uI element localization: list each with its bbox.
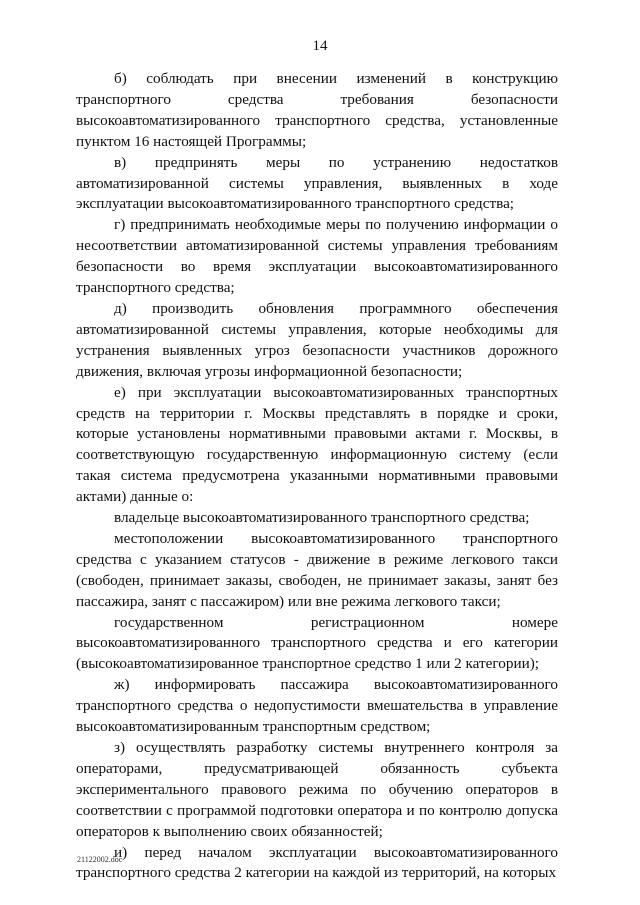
paragraph-i: и) перед началом эксплуатации высокоавтоматизированного транспортного средства 2 категории на каждой из территорий, на которых — [76, 843, 558, 882]
paragraph-v: в) предпринять меры по устранению недостатков автоматизированной системы управления, выявленных в ходе эксплуатации высокоавтоматизированного транспортного средства; — [76, 153, 558, 213]
footer-filename: 21122002.doc — [77, 855, 123, 864]
document-body — [76, 69, 558, 884]
paragraph-d: д) производить обновления программного обеспечения автоматизированной системы управления, которые необходимы для устранения выявленных угроз безопасности участников дорожного движения, включая угрозы информационной безопасности; — [76, 299, 558, 380]
paragraph-zh: ж) информировать пассажира высокоавтоматизированного транспортного средства о недопустимости вмешательства в управление высокоавтоматизированным транспортным средством; — [76, 676, 558, 736]
paragraph-b: б) соблюдать при внесении изменений в конструкцию транспортного средства требования безопасности высокоавтоматизированного транспортного средства, установленные пунктом 16 настоящей Программы; — [76, 70, 558, 150]
paragraph-e: е) при эксплуатации высокоавтоматизированных транспортных средств на территории г. Москвы представлять в порядке и сроки, которые установлены нормативными правовыми актами г. Москвы, в соответствующую государственную информационную систему (если такая система предусмотрена указанными нормативными правовыми актами) данные о: — [76, 383, 558, 506]
paragraph-owner: владельце высокоавтоматизированного транспортного средства; — [114, 509, 530, 527]
paragraph-registration: государственном регистрационном номере высокоавтоматизированного транспортного средства и его категории (высокоавтоматизированное транспортное средство 1 или 2 категории); — [76, 613, 558, 673]
paragraph-g: г) предпринимать необходимые меры по получению информации о несоответствии автоматизированной системы управления требованиям безопасности во время эксплуатации высокоавтоматизированного транспортного средства; — [76, 216, 558, 297]
page-number: 14 — [312, 38, 328, 54]
paragraph-z: з) осуществлять разработку системы внутреннего контроля за операторами, предусматривающей обязанность субъекта экспериментального правового режима по обучению операторов в соответствии с программой подготовки оператора и по контролю допуска операторов к выполнению своих обязанностей; — [76, 739, 558, 840]
paragraph-location: местоположении высокоавтоматизированного транспортного средства с указанием статусов - движение в режиме легкового такси (свободен, принимает заказы, свободен, не принимает заказы, занят без пассажира, занят с пассажиром) или вне режима легкового такси; — [76, 529, 558, 610]
